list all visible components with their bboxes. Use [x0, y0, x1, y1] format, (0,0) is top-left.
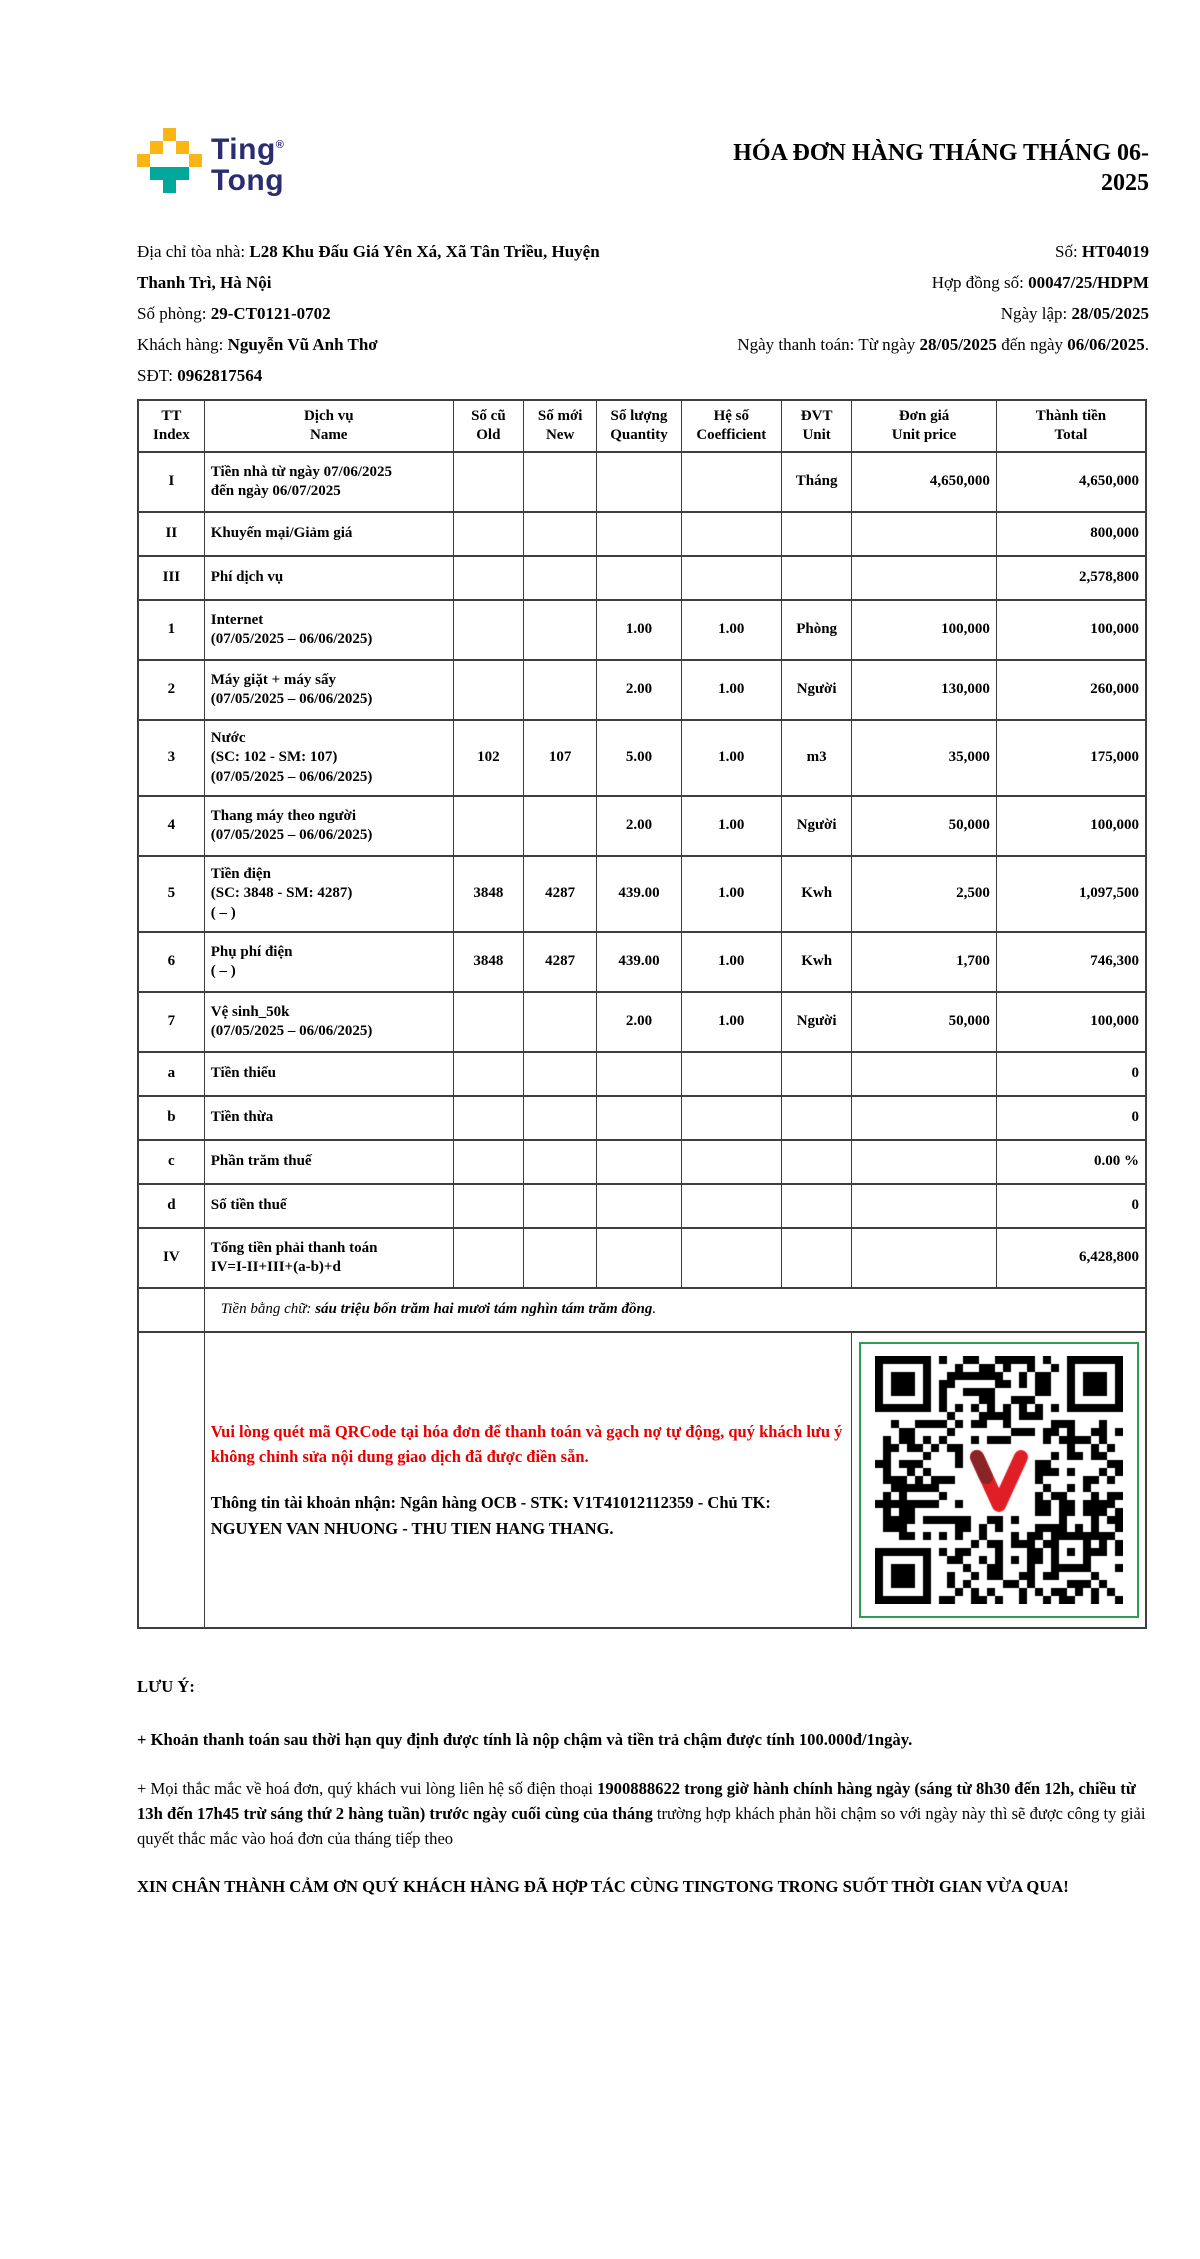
logo-text — [211, 130, 284, 196]
cell-index: 7 — [138, 992, 204, 1052]
cell-quantity: 1.00 — [597, 600, 681, 660]
cell-unit-price: 35,000 — [852, 720, 997, 796]
cell-total: 175,000 — [996, 720, 1146, 796]
cell-new-reading — [524, 992, 597, 1052]
payment-qr-code — [875, 1356, 1123, 1604]
cell-coefficient: 1.00 — [681, 932, 781, 992]
amount-in-words: Tiền bằng chữ: sáu triệu bốn trăm hai mươi tám nghìn tám trăm đồng. — [204, 1288, 1146, 1332]
cell-coefficient — [681, 452, 781, 512]
cell-service-name: Phụ phí điện ( – ) — [204, 932, 453, 992]
cell-service-name: Phần trăm thuế — [204, 1140, 453, 1184]
cell-quantity: 439.00 — [597, 932, 681, 992]
cell-coefficient — [681, 556, 781, 600]
cell-index: III — [138, 556, 204, 600]
cell-unit — [782, 1228, 852, 1288]
cell-coefficient — [681, 1184, 781, 1228]
cell-total: 100,000 — [996, 796, 1146, 856]
cell-service-name: Máy giặt + máy sấy (07/05/2025 – 06/06/2025) — [204, 660, 453, 720]
cell-new-reading — [524, 512, 597, 556]
cell-unit — [782, 1052, 852, 1096]
cell-total: 2,578,800 — [996, 556, 1146, 600]
cell-service-name: Tiền thừa — [204, 1096, 453, 1140]
invoice-table-extra — [138, 1288, 1146, 1628]
info-line: Số phòng: 29-CT0121-0702 — [137, 304, 331, 323]
cell-index: I — [138, 452, 204, 512]
hotline-note: + Mọi thắc mắc về hoá đơn, quý khách vui lòng liên hệ số điện thoại 1900888622 trong giờ hành chính hàng ngày (sáng từ 8h30 đến 12h, chiều từ 13h đến 17h45 trừ sáng thứ 2 hàng tuần) trước ngày cuối cùng của tháng trường hợp khách phản hồi chậm so với ngày này thì sẽ được công ty giải quyết thắc mắc vào hoá đơn của tháng tiếp theo — [137, 1778, 1146, 1848]
cell-service-name: Phí dịch vụ — [204, 556, 453, 600]
cell-old-reading — [453, 600, 523, 660]
cell-old-reading: 102 — [453, 720, 523, 796]
cell-quantity — [597, 512, 681, 556]
cell-new-reading — [524, 1140, 597, 1184]
cell-quantity — [597, 1052, 681, 1096]
cell-service-name: Thang máy theo người (07/05/2025 – 06/06/2025) — [204, 796, 453, 856]
late-payment-note: + Khoản thanh toán sau thời hạn quy định được tính là nộp chậm và tiền trả chậm được tính 100.000đ/1ngày. — [137, 1729, 913, 1749]
cell-coefficient: 1.00 — [681, 796, 781, 856]
cell-coefficient: 1.00 — [681, 856, 781, 932]
cell-index: a — [138, 1052, 204, 1096]
qr-code-frame — [859, 1342, 1139, 1618]
cell-quantity: 2.00 — [597, 992, 681, 1052]
qr-row — [138, 1332, 1146, 1628]
info-line: Thanh Trì, Hà Nội — [137, 273, 272, 292]
cell-old-reading — [453, 1184, 523, 1228]
cell-unit: Kwh — [782, 856, 852, 932]
cell-old-reading — [453, 512, 523, 556]
cell-new-reading — [524, 796, 597, 856]
table-row — [138, 1228, 1146, 1288]
cell-old-reading — [453, 1052, 523, 1096]
cell-unit-price: 1,700 — [852, 932, 997, 992]
cell-unit-price: 130,000 — [852, 660, 997, 720]
qr-scan-note: Vui lòng quét mã QRCode tại hóa đơn để thanh toán và gạch nợ tự động, quý khách lưu ý không chỉnh sửa nội dung giao dịch đã được điền sẵn. — [210, 1421, 843, 1467]
col-header-unit: ĐVT Unit — [782, 400, 852, 452]
col-header-coefficient: Hệ số Coefficient — [681, 400, 781, 452]
notes-heading: LƯU Ý: — [137, 1677, 195, 1696]
logo-text-line2: Tong — [211, 164, 285, 197]
cell-new-reading — [524, 660, 597, 720]
cell-quantity — [597, 1096, 681, 1140]
cell-coefficient — [681, 1140, 781, 1184]
cell-service-name: Khuyến mại/Giảm giá — [204, 512, 453, 556]
table-row — [138, 1052, 1146, 1096]
cell-total: 100,000 — [996, 600, 1146, 660]
cell-unit: Người — [782, 660, 852, 720]
cell-new-reading: 4287 — [524, 856, 597, 932]
cell-index: IV — [138, 1228, 204, 1288]
cell-coefficient — [681, 1096, 781, 1140]
cell-unit — [782, 1184, 852, 1228]
cell-old-reading — [453, 796, 523, 856]
col-header-old: Số cũ Old — [453, 400, 523, 452]
cell-coefficient: 1.00 — [681, 660, 781, 720]
cell-unit: Người — [782, 992, 852, 1052]
empty-index-cell — [138, 1332, 204, 1628]
cell-old-reading — [453, 660, 523, 720]
cell-unit-price: 50,000 — [852, 796, 997, 856]
cell-total: 800,000 — [996, 512, 1146, 556]
cell-quantity — [597, 452, 681, 512]
bank-account-info: Thông tin tài khoản nhận: Ngân hàng OCB - STK: V1T41012112359 - Chủ TK: NGUYEN VAN NHUONG - THU TIEN HANG THANG. — [210, 1493, 771, 1538]
cell-total: 0.00 % — [996, 1140, 1146, 1184]
cell-unit-price — [852, 1228, 997, 1288]
table-row — [138, 452, 1146, 512]
thank-you-message: XIN CHÂN THÀNH CẢM ƠN QUÝ KHÁCH HÀNG ĐÃ HỢP TÁC CÙNG TINGTONG TRONG SUỐT THỜI GIAN VỪA QUA! — [137, 1877, 1069, 1897]
table-row — [138, 720, 1146, 796]
cell-unit-price: 50,000 — [852, 992, 997, 1052]
cell-coefficient — [681, 1228, 781, 1288]
cell-new-reading — [524, 1052, 597, 1096]
cell-unit — [782, 1096, 852, 1140]
info-line: SĐT: 0962817564 — [137, 366, 263, 385]
cell-unit-price: 4,650,000 — [852, 452, 997, 512]
cell-new-reading — [524, 1096, 597, 1140]
cell-total: 4,650,000 — [996, 452, 1146, 512]
info-line: Ngày lập: 28/05/2025 — [1000, 304, 1149, 323]
info-line: Địa chỉ tòa nhà: L28 Khu Đấu Giá Yên Xá, Xã Tân Triều, Huyện — [137, 242, 600, 261]
cell-unit: Phòng — [782, 600, 852, 660]
cell-old-reading — [453, 1096, 523, 1140]
cell-unit-price: 100,000 — [852, 600, 997, 660]
cell-total: 1,097,500 — [996, 856, 1146, 932]
cell-coefficient: 1.00 — [681, 992, 781, 1052]
cell-index: 4 — [138, 796, 204, 856]
cell-unit-price — [852, 1096, 997, 1140]
table-row — [138, 932, 1146, 992]
cell-unit: Người — [782, 796, 852, 856]
cell-index: c — [138, 1140, 204, 1184]
table-row — [138, 992, 1146, 1052]
cell-quantity: 439.00 — [597, 856, 681, 932]
table-row — [138, 600, 1146, 660]
col-header-service: Dịch vụ Name — [204, 400, 453, 452]
cell-coefficient: 1.00 — [681, 720, 781, 796]
cell-unit-price — [852, 556, 997, 600]
cell-total: 0 — [996, 1096, 1146, 1140]
cell-quantity — [597, 1228, 681, 1288]
qr-code-cell — [852, 1332, 1146, 1628]
table-row — [138, 1184, 1146, 1228]
cell-unit: Kwh — [782, 932, 852, 992]
cell-unit-price — [852, 1140, 997, 1184]
col-header-quantity: Số lượng Quantity — [597, 400, 681, 452]
cell-index: d — [138, 1184, 204, 1228]
table-row — [138, 1140, 1146, 1184]
table-row — [138, 796, 1146, 856]
info-line: Ngày thanh toán: Từ ngày 28/05/2025 đến ngày 06/06/2025. — [737, 335, 1149, 354]
registered-mark: ® — [275, 139, 285, 151]
cell-old-reading: 3848 — [453, 856, 523, 932]
info-line: Khách hàng: Nguyễn Vũ Anh Thơ — [137, 335, 378, 354]
cell-total: 6,428,800 — [996, 1228, 1146, 1288]
cell-index: 3 — [138, 720, 204, 796]
amount-in-words-row — [138, 1288, 1146, 1332]
customer-info — [137, 236, 714, 391]
cell-service-name: Nước (SC: 102 - SM: 107) (07/05/2025 – 06/06/2025) — [204, 720, 453, 796]
invoice-table-head — [138, 400, 1146, 452]
cell-index: 1 — [138, 600, 204, 660]
cell-old-reading — [453, 452, 523, 512]
cell-unit-price: 2,500 — [852, 856, 997, 932]
cell-index: 6 — [138, 932, 204, 992]
invoice-table — [137, 399, 1147, 1629]
cell-total: 100,000 — [996, 992, 1146, 1052]
cell-new-reading — [524, 600, 597, 660]
cell-service-name: Tiền nhà từ ngày 07/06/2025 đến ngày 06/07/2025 — [204, 452, 453, 512]
cell-unit-price — [852, 1184, 997, 1228]
cell-new-reading — [524, 1184, 597, 1228]
cell-quantity: 2.00 — [597, 660, 681, 720]
cell-old-reading — [453, 1228, 523, 1288]
cell-new-reading: 4287 — [524, 932, 597, 992]
cell-unit — [782, 1140, 852, 1184]
cell-old-reading — [453, 556, 523, 600]
invoice-title-line1: HÓA ĐƠN HÀNG THÁNG THÁNG 06- — [733, 140, 1149, 166]
empty-index-cell — [138, 1288, 204, 1332]
cell-new-reading — [524, 452, 597, 512]
cell-quantity — [597, 1184, 681, 1228]
cell-unit-price — [852, 1052, 997, 1096]
cell-unit: Tháng — [782, 452, 852, 512]
cell-total: 260,000 — [996, 660, 1146, 720]
cell-quantity: 2.00 — [597, 796, 681, 856]
cell-coefficient — [681, 1052, 781, 1096]
logo-text-line1: Ting® — [211, 133, 285, 166]
logo-mark-icon — [137, 128, 202, 193]
cell-quantity — [597, 556, 681, 600]
cell-quantity — [597, 1140, 681, 1184]
payment-instructions — [204, 1332, 852, 1628]
cell-coefficient: 1.00 — [681, 600, 781, 660]
cell-index: b — [138, 1096, 204, 1140]
company-logo — [137, 128, 285, 197]
header-row — [138, 400, 1146, 452]
footer-notes — [137, 1675, 1149, 1900]
invoice-title — [733, 138, 1149, 198]
cell-old-reading: 3848 — [453, 932, 523, 992]
cell-total: 746,300 — [996, 932, 1146, 992]
table-row — [138, 856, 1146, 932]
cell-unit — [782, 512, 852, 556]
table-row — [138, 512, 1146, 556]
cell-unit: m3 — [782, 720, 852, 796]
col-header-unit-price: Đơn giá Unit price — [852, 400, 997, 452]
col-header-new: Số mới New — [524, 400, 597, 452]
col-header-total: Thành tiền Total — [996, 400, 1146, 452]
cell-service-name: Tiền thiếu — [204, 1052, 453, 1096]
cell-service-name: Tiền điện (SC: 3848 - SM: 4287) ( – ) — [204, 856, 453, 932]
cell-new-reading — [524, 556, 597, 600]
cell-new-reading — [524, 1228, 597, 1288]
cell-service-name: Số tiền thuế — [204, 1184, 453, 1228]
cell-unit — [782, 556, 852, 600]
info-line: Số: HT04019 — [1054, 242, 1149, 261]
invoice-title-line2: 2025 — [1101, 170, 1149, 196]
invoice-info — [137, 236, 1149, 391]
cell-index: 5 — [138, 856, 204, 932]
cell-total: 0 — [996, 1052, 1146, 1096]
table-row — [138, 1096, 1146, 1140]
cell-service-name: Tổng tiền phải thanh toán IV=I-II+III+(a-b)+d — [204, 1228, 453, 1288]
cell-quantity: 5.00 — [597, 720, 681, 796]
cell-index: II — [138, 512, 204, 556]
cell-unit-price — [852, 512, 997, 556]
cell-old-reading — [453, 1140, 523, 1184]
col-header-index: TT Index — [138, 400, 204, 452]
cell-coefficient — [681, 512, 781, 556]
cell-service-name: Internet (07/05/2025 – 06/06/2025) — [204, 600, 453, 660]
table-row — [138, 660, 1146, 720]
cell-new-reading: 107 — [524, 720, 597, 796]
invoice-header — [137, 128, 1149, 198]
cell-index: 2 — [138, 660, 204, 720]
cell-total: 0 — [996, 1184, 1146, 1228]
info-line: Hợp đồng số: 00047/25/HDPM — [931, 273, 1149, 292]
cell-old-reading — [453, 992, 523, 1052]
invoice-meta — [714, 236, 1149, 391]
cell-service-name: Vệ sinh_50k (07/05/2025 – 06/06/2025) — [204, 992, 453, 1052]
table-row — [138, 556, 1146, 600]
invoice-table-body — [138, 452, 1146, 1288]
